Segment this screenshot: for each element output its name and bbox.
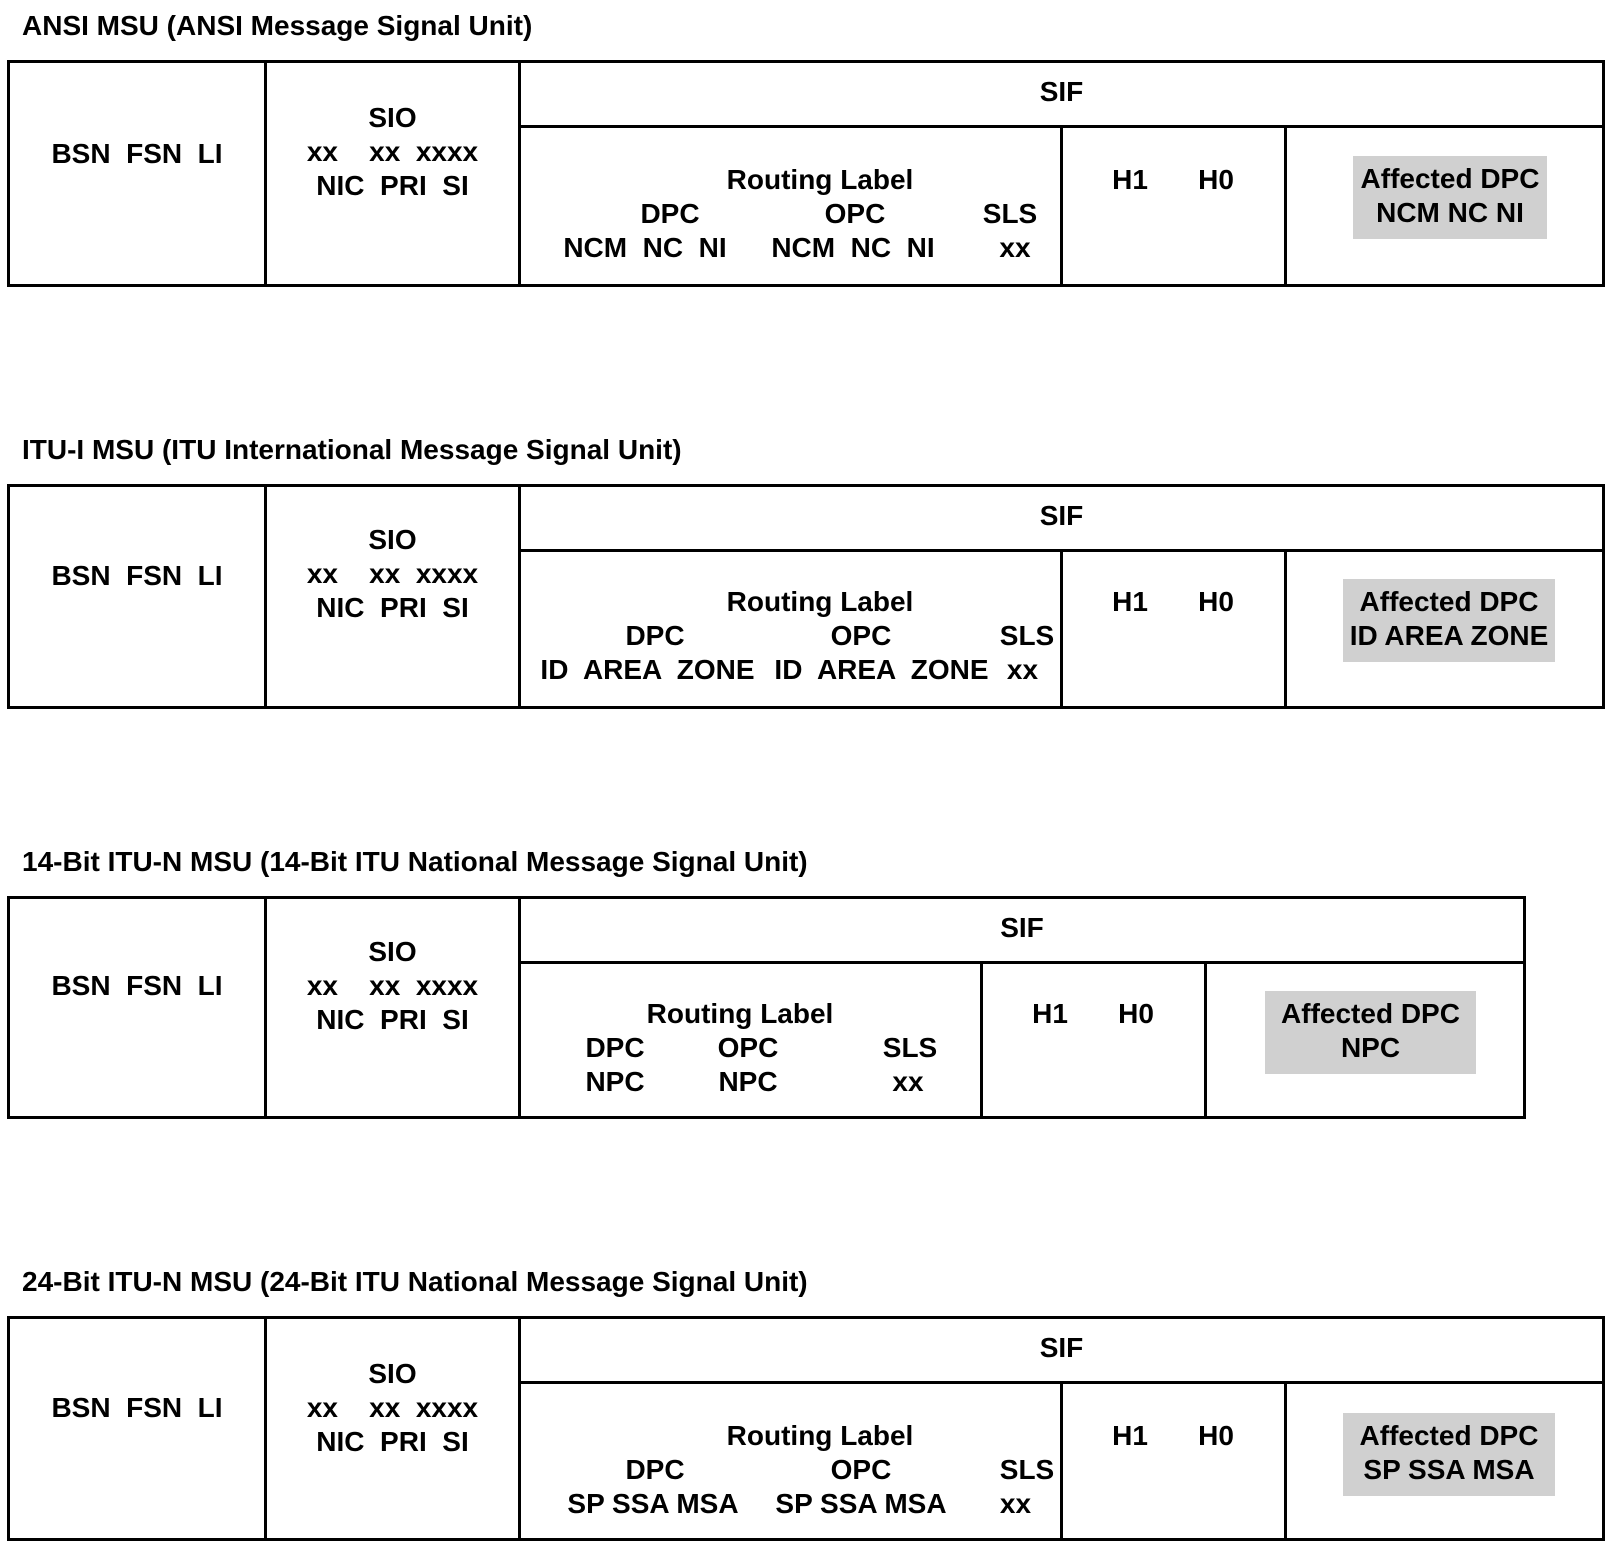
dpc-fields: SP SSA MSA	[567, 1488, 739, 1519]
sif-label: SIF	[1039, 500, 1084, 531]
dpc-label: DPC	[625, 620, 685, 651]
affected-dpc-box	[1353, 156, 1547, 239]
ansi-msu-title: ANSI MSU (ANSI Message Signal Unit)	[22, 10, 533, 41]
dpc-label: DPC	[640, 198, 700, 229]
sls-value: xx	[999, 232, 1031, 263]
affected-dpc-fields: ID AREA ZONE	[1349, 620, 1549, 651]
sio-label: SIO	[368, 102, 417, 133]
h0-label: H0	[1198, 164, 1234, 195]
dpc-fields: NPC	[585, 1066, 645, 1097]
ansi-msu-diagram	[7, 60, 1605, 287]
routing-label: Routing Label	[726, 1420, 914, 1451]
h1-label: H1	[1112, 1420, 1148, 1451]
header-fields: BSN FSN LI	[51, 1392, 223, 1423]
affected-dpc-fields: SP SSA MSA	[1363, 1454, 1535, 1485]
opc-label: OPC	[824, 198, 886, 229]
header-fields: BSN FSN LI	[51, 970, 223, 1001]
opc-label: OPC	[830, 1454, 892, 1485]
itu-n24-msu-title: 24-Bit ITU-N MSU (24-Bit ITU National Message Signal Unit)	[22, 1266, 808, 1297]
opc-fields: NCM NC NI	[771, 232, 935, 263]
affected-dpc-box	[1343, 1413, 1555, 1496]
h1-label: H1	[1112, 586, 1148, 617]
sio-label: SIO	[368, 524, 417, 555]
sif-label: SIF	[1000, 912, 1044, 943]
h0-label: H0	[1198, 1420, 1234, 1451]
sio-bits: xx xx xxxx	[306, 136, 479, 167]
sls-label: SLS	[882, 1032, 938, 1063]
dpc-fields: ID AREA ZONE	[540, 654, 755, 685]
h1-label: H1	[1032, 998, 1068, 1029]
affected-dpc-fields: NPC	[1340, 1032, 1401, 1063]
opc-fields: ID AREA ZONE	[774, 654, 989, 685]
routing-label: Routing Label	[726, 586, 914, 617]
opc-fields: SP SSA MSA	[775, 1488, 947, 1519]
affected-dpc-fields: NCM NC NI	[1376, 197, 1524, 228]
itu-n24-msu-diagram	[7, 1316, 1605, 1541]
affected-dpc-box	[1265, 991, 1476, 1074]
affected-dpc-title: Affected DPC	[1359, 1420, 1539, 1451]
h0-label: H0	[1198, 586, 1234, 617]
sio-fields: NIC PRI SI	[316, 170, 469, 201]
itu-i-msu-title: ITU-I MSU (ITU International Message Signal Unit)	[22, 434, 682, 465]
itu-n14-msu-diagram	[7, 896, 1526, 1119]
sio-bits: xx xx xxxx	[306, 1392, 479, 1423]
header-fields: BSN FSN LI	[51, 138, 223, 169]
routing-label: Routing Label	[726, 164, 914, 195]
sio-fields: NIC PRI SI	[316, 592, 469, 623]
sif-label: SIF	[1039, 76, 1084, 107]
h0-label: H0	[1118, 998, 1154, 1029]
header-fields: BSN FSN LI	[51, 560, 223, 591]
dpc-label: DPC	[625, 1454, 685, 1485]
sio-bits: xx xx xxxx	[306, 970, 479, 1001]
dpc-label: DPC	[585, 1032, 645, 1063]
opc-fields: NPC	[718, 1066, 778, 1097]
opc-label: OPC	[717, 1032, 779, 1063]
sio-fields: NIC PRI SI	[316, 1426, 469, 1457]
sls-label: SLS	[999, 620, 1055, 651]
sls-label: SLS	[999, 1454, 1055, 1485]
sio-label: SIO	[368, 1358, 417, 1389]
affected-dpc-box	[1343, 579, 1555, 662]
sif-label: SIF	[1039, 1332, 1084, 1363]
affected-dpc-title: Affected DPC	[1281, 998, 1460, 1029]
itu-i-msu-diagram	[7, 484, 1605, 709]
itu-n14-msu-title: 14-Bit ITU-N MSU (14-Bit ITU National Message Signal Unit)	[22, 846, 808, 877]
sls-value: xx	[999, 1488, 1032, 1519]
dpc-fields: NCM NC NI	[563, 232, 727, 263]
sio-fields: NIC PRI SI	[316, 1004, 469, 1035]
sio-bits: xx xx xxxx	[306, 558, 479, 589]
h1-label: H1	[1112, 164, 1148, 195]
sio-label: SIO	[368, 936, 417, 967]
opc-label: OPC	[830, 620, 892, 651]
affected-dpc-title: Affected DPC	[1360, 163, 1540, 194]
sls-label: SLS	[982, 198, 1038, 229]
sls-value: xx	[892, 1066, 924, 1097]
affected-dpc-title: Affected DPC	[1359, 586, 1539, 617]
sls-value: xx	[1006, 654, 1039, 685]
routing-label: Routing Label	[646, 998, 834, 1029]
